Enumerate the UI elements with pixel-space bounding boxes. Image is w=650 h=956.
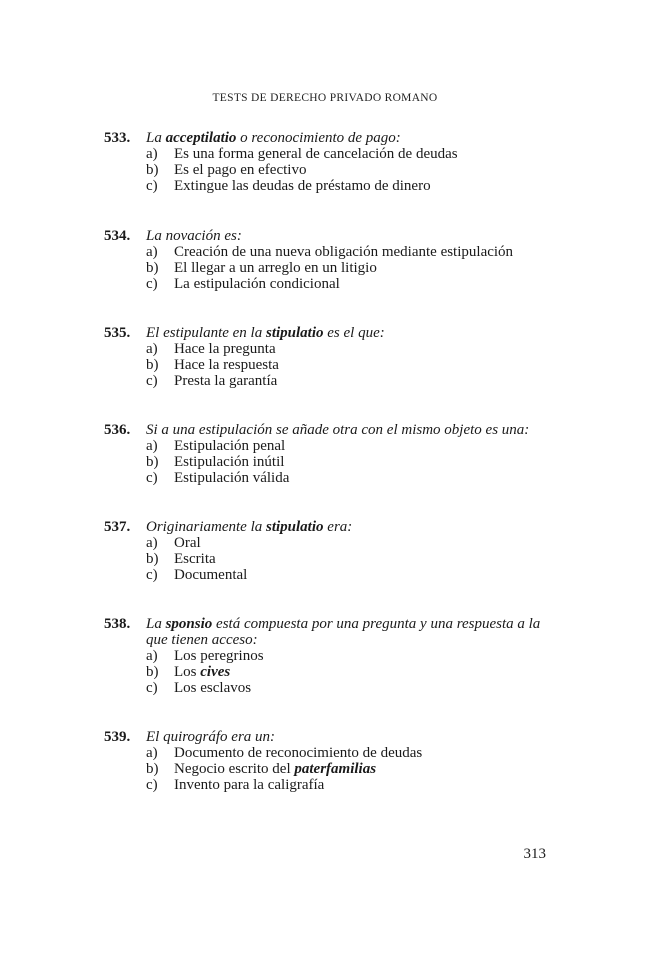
question-number: 533. [104,130,131,146]
answer-option-c: c) La estipulación condicional [146,276,340,292]
question-537 [104,519,564,583]
question-534 [104,228,564,292]
answer-option-a: a) Es una forma general de cancelación de deudas [146,146,458,162]
page-number: 313 [523,846,546,862]
question-stem: La novación es: [146,228,242,244]
question-stem: El estipulante en la stipulatio es el que: [146,325,385,341]
answer-options [146,341,564,389]
question-stem: La acceptilatio o reconocimiento de pago: [146,130,401,146]
answer-option-a: a) Documento de reconocimiento de deudas [146,745,423,761]
answer-option-b: b) Los cives [146,664,231,680]
question-536 [104,422,564,486]
question-535 [104,325,564,389]
question-stem: El quirográfo era un: [146,729,276,745]
answer-option-c: c) Presta la garantía [146,373,278,389]
question-number: 539. [104,729,131,745]
answer-option-a: a) Hace la pregunta [146,341,276,357]
latin-term: paterfamilias [294,761,377,777]
answer-options [146,244,564,292]
answer-options [146,745,564,793]
question-number: 534. [104,228,131,244]
answer-option-a: a) Los peregrinos [146,648,264,664]
answer-option-b: b) El llegar a un arreglo en un litigio [146,260,377,276]
answer-options [146,146,564,194]
question-number: 535. [104,325,131,341]
answer-option-c: c) Extingue las deudas de préstamo de dinero [146,178,431,194]
question-533 [104,130,564,194]
question-538 [104,616,564,696]
latin-term: acceptilatio [165,130,237,146]
question-number: 537. [104,519,131,535]
answer-options [146,535,564,583]
answer-option-a: a) Creación de una nueva obligación mediante estipulación [146,244,514,260]
question-number: 538. [104,616,131,632]
question-stem: Si a una estipulación se añade otra con el mismo objeto es una: [146,422,530,438]
question-539 [104,729,564,793]
answer-options [146,648,564,696]
answer-option-b: b) Es el pago en efectivo [146,162,307,178]
answer-option-b: b) Escrita [146,551,216,567]
answer-option-c: c) Invento para la caligrafía [146,777,325,793]
answer-option-a: a) Estipulación penal [146,438,286,454]
latin-term: stipulatio [266,519,324,535]
latin-term: stipulatio [265,325,324,341]
latin-term: sponsio [165,616,213,632]
answer-option-b: b) Estipulación inútil [146,454,285,470]
question-stem: Originariamente la stipulatio era: [146,519,353,535]
answer-option-b: b) Negocio escrito del paterfamilias [146,761,377,777]
running-head: TESTS DE DERECHO PRIVADO ROMANO [212,92,438,104]
question-number: 536. [104,422,131,438]
latin-term: cives [200,664,231,680]
answer-option-b: b) Hace la respuesta [146,357,279,373]
answer-option-c: c) Estipulación válida [146,470,290,486]
answer-option-c: c) Documental [146,567,248,583]
question-stem: La sponsio está compuesta por una pregunta y una respuesta a la que tienen acceso: [146,616,541,648]
answer-option-c: c) Los esclavos [146,680,252,696]
answer-option-a: a) Oral [146,535,201,551]
answer-options [146,438,564,486]
